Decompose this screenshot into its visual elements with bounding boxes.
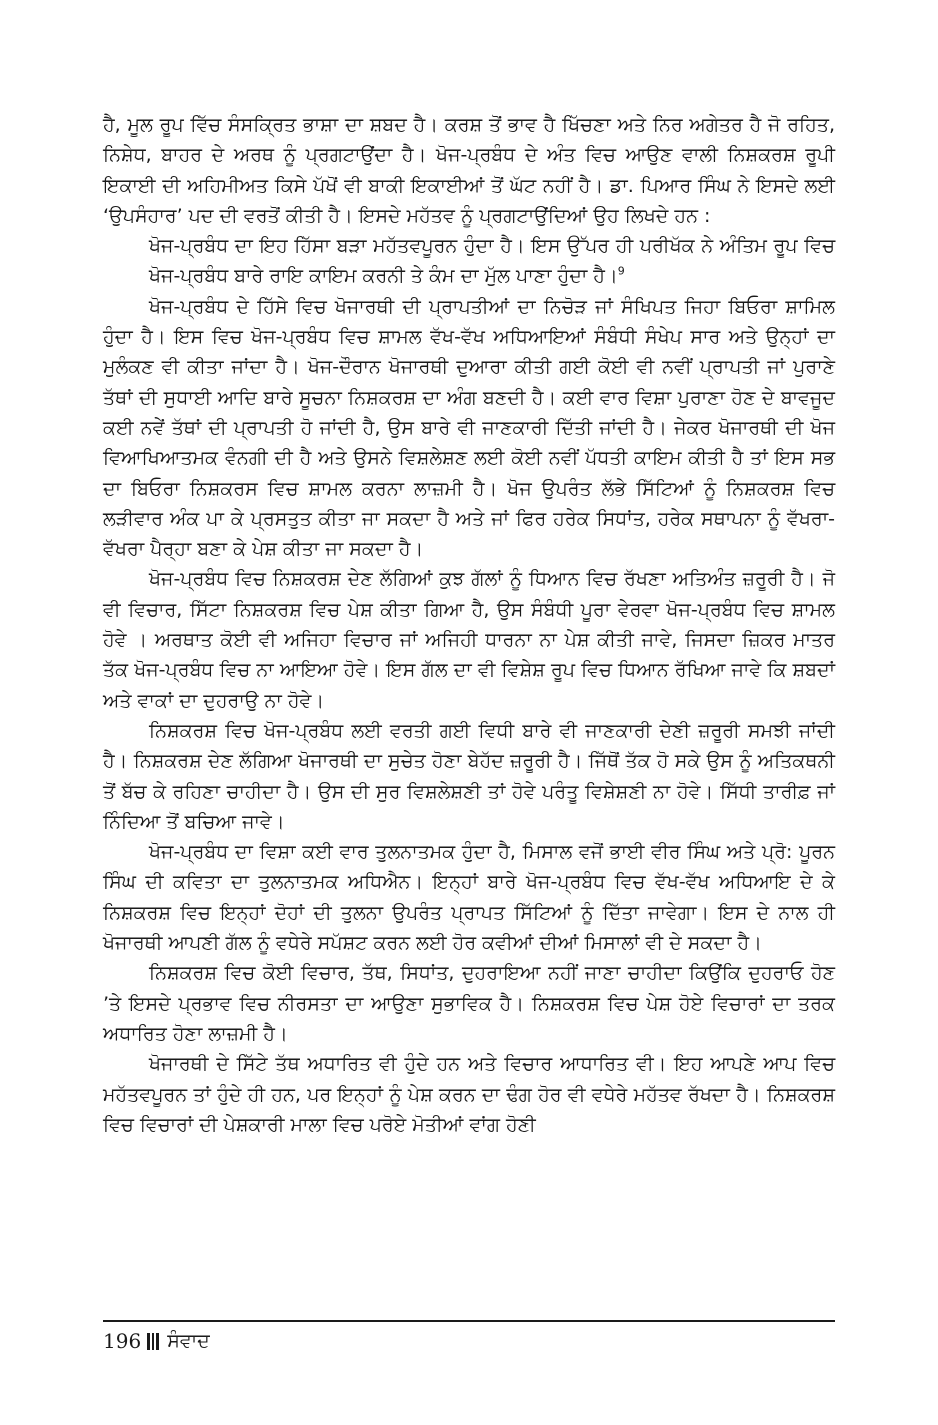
vertical-bars-icon: [147, 1332, 161, 1350]
paragraph-5: ਖੋਜ-ਪ੍ਰਬੰਧ ਦਾ ਵਿਸ਼ਾ ਕਈ ਵਾਰ ਤੁਲਨਾਤਮਕ ਹੁੰਦਾ ਹੈ, ਮਿਸਾਲ ਵਜੋਂ ਭਾਈ ਵੀਰ ਸਿੰਘ ਅਤੇ ਪ੍ਰੋ: ਪੂਰਨ ਸਿੰਘ ਦੀ ਕਵਿਤਾ ਦਾ ਤੁਲਨਾਤਮਕ ਅਧਿਐਨ। ਇਨ੍ਹਾਂ ਬਾਰੇ ਖੋਜ-ਪ੍ਰਬੰਧ ਵਿਚ ਵੱਖ-ਵੱਖ ਅਧਿਆਇ ਦੇ ਕੇ ਨਿਸ਼ਕਰਸ਼ ਵਿਚ ਇਨ੍ਹਾਂ ਦੋਹਾਂ ਦੀ ਤੁਲਨਾ ਉਪਰੰਤ ਪ੍ਰਾਪਤ ਸਿੱਟਿਆਂ ਨੂੰ ਦਿੱਤਾ ਜਾਵੇਗਾ। ਇਸ ਦੇ ਨਾਲ ਹੀ ਖੋਜਾਰਥੀ ਆਪਣੀ ਗੱਲ ਨੂੰ ਵਧੇਰੇ ਸਪੱਸ਼ਟ ਕਰਨ ਲਈ ਹੋਰ ਕਵੀਆਂ ਦੀਆਂ ਮਿਸਾਲਾਂ ਵੀ ਦੇ ਸਕਦਾ ਹੈ।: [103, 841, 835, 955]
paragraph-2: ਖੋਜ-ਪ੍ਰਬੰਧ ਦੇ ਹਿੱਸੇ ਵਿਚ ਖੋਜਾਰਥੀ ਦੀ ਪ੍ਰਾਪਤੀਆਂ ਦਾ ਨਿਚੋੜ ਜਾਂ ਸੰਖਿਪਤ ਜਿਹਾ ਬਿਓਰਾ ਸ਼ਾਮਿਲ ਹੁੰਦਾ ਹੈ। ਇਸ ਵਿਚ ਖੋਜ-ਪ੍ਰਬੰਧ ਵਿਚ ਸ਼ਾਮਲ ਵੱਖ-ਵੱਖ ਅਧਿਆਇਆਂ ਸੰਬੰਧੀ ਸੰਖੇਪ ਸਾਰ ਅਤੇ ਉਨ੍ਹਾਂ ਦਾ ਮੁਲੰਕਣ ਵੀ ਕੀਤਾ ਜਾਂਦਾ ਹੈ। ਖੋਜ-ਦੌਰਾਨ ਖੋਜਾਰਥੀ ਦੁਆਰਾ ਕੀਤੀ ਗਈ ਕੋਈ ਵੀ ਨਵੀਂ ਪ੍ਰਾਪਤੀ ਜਾਂ ਪੁਰਾਣੇ ਤੱਥਾਂ ਦੀ ਸੁਧਾਈ ਆਦਿ ਬਾਰੇ ਸੂਚਨਾ ਨਿਸ਼ਕਰਸ਼ ਦਾ ਅੰਗ ਬਣਦੀ ਹੈ। ਕਈ ਵਾਰ ਵਿਸ਼ਾ ਪੁਰਾਣਾ ਹੋਣ ਦੇ ਬਾਵਜੂਦ ਕਈ ਨਵੇਂ ਤੱਥਾਂ ਦੀ ਪ੍ਰਾਪਤੀ ਹੋ ਜਾਂਦੀ ਹੈ, ਉਸ ਬਾਰੇ ਵੀ ਜਾਣਕਾਰੀ ਦਿੱਤੀ ਜਾਂਦੀ ਹੈ। ਜੇਕਰ ਖੋਜਾਰਥੀ ਦੀ ਖੋਜ ਵਿਆਖਿਆਤਮਕ ਵੰਨਗੀ ਦੀ ਹੈ ਅਤੇ ਉਸਨੇ ਵਿਸ਼ਲੇਸ਼ਣ ਲਈ ਕੋਈ ਨਵੀਂ ਪੱਧਤੀ ਕਾਇਮ ਕੀਤੀ ਹੈ ਤਾਂ ਇਸ ਸਭ ਦਾ ਬਿਓਰਾ ਨਿਸ਼ਕਰਸ ਵਿਚ ਸ਼ਾਮਲ ਕਰਨਾ ਲਾਜ਼ਮੀ ਹੈ। ਖੋਜ ਉਪਰੰਤ ਲੱਭੇ ਸਿੱਟਿਆਂ ਨੂੰ ਨਿਸ਼ਕਰਸ਼ ਵਿਚ ਲੜੀਵਾਰ ਅੰਕ ਪਾ ਕੇ ਪ੍ਰਸਤੁਤ ਕੀਤਾ ਜਾ ਸਕਦਾ ਹੈ ਅਤੇ ਜਾਂ ਫਿਰ ਹਰੇਕ ਸਿਧਾਂਤ, ਹਰੇਕ ਸਥਾਪਨਾ ਨੂੰ ਵੱਖਰਾ-ਵੱਖਰਾ ਪੈਰ੍ਹਾ ਬਣਾ ਕੇ ਪੇਸ਼ ਕੀਤਾ ਜਾ ਸਕਦਾ ਹੈ।: [103, 295, 835, 561]
footer-rule: [103, 1320, 835, 1322]
paragraph-4: ਨਿਸ਼ਕਰਸ਼ ਵਿਚ ਖੋਜ-ਪ੍ਰਬੰਧ ਲਈ ਵਰਤੀ ਗਈ ਵਿਧੀ ਬਾਰੇ ਵੀ ਜਾਣਕਾਰੀ ਦੇਣੀ ਜ਼ਰੂਰੀ ਸਮਝੀ ਜਾਂਦੀ ਹੈ। ਨਿਸ਼ਕਰਸ਼ ਦੇਣ ਲੱਗਿਆ ਖੋਜਾਰਥੀ ਦਾ ਸੁਚੇਤ ਹੋਣਾ ਬੇਹੱਦ ਜ਼ਰੂਰੀ ਹੈ। ਜਿੱਥੋਂ ਤੱਕ ਹੋ ਸਕੇ ਉਸ ਨੂੰ ਅਤਿਕਥਨੀ ਤੋਂ ਬੱਚ ਕੇ ਰਹਿਣਾ ਚਾਹੀਦਾ ਹੈ। ਉਸ ਦੀ ਸੁਰ ਵਿਸ਼ਲੇਸ਼ਣੀ ਤਾਂ ਹੋਵੇ ਪਰੰਤੂ ਵਿਸ਼ੇਸ਼ਣੀ ਨਾ ਹੋਵੇ। ਸਿੱਧੀ ਤਾਰੀਫ਼ ਜਾਂ ਨਿੰਦਿਆ ਤੋਂ ਬਚਿਆ ਜਾਵੇ।: [103, 719, 835, 833]
paragraph-1: ਹੈ, ਮੂਲ ਰੂਪ ਵਿੱਚ ਸੰਸਕ੍ਰਿਤ ਭਾਸ਼ਾ ਦਾ ਸ਼ਬਦ ਹੈ। ਕਰਸ਼ ਤੋਂ ਭਾਵ ਹੈ ਖਿੱਚਣਾ ਅਤੇ ਨਿਰ ਅਗੇਤਰ ਹੈ ਜੋ ਰਹਿਤ, ਨਿਸ਼ੇਧ, ਬਾਹਰ ਦੇ ਅਰਥ ਨੂੰ ਪ੍ਰਗਟਾਉਂਦਾ ਹੈ। ਖੋਜ-ਪ੍ਰਬੰਧ ਦੇ ਅੰਤ ਵਿਚ ਆਉਣ ਵਾਲੀ ਨਿਸ਼ਕਰਸ਼ ਰੂਪੀ ਇਕਾਈ ਦੀ ਅਹਿਮੀਅਤ ਕਿਸੇ ਪੱਖੋਂ ਵੀ ਬਾਕੀ ਇਕਾਈਆਂ ਤੋਂ ਘੱਟ ਨਹੀਂ ਹੈ। ਡਾ. ਪਿਆਰ ਸਿੰਘ ਨੇ ਇਸਦੇ ਲਈ ‘ਉਪਸੰਹਾਰ’ ਪਦ ਦੀ ਵਰਤੋਂ ਕੀਤੀ ਹੈ। ਇਸਦੇ ਮਹੱਤਵ ਨੂੰ ਪ੍ਰਗਟਾਉਂਦਿਆਂ ਉਹ ਲਿਖਦੇ ਹਨ :: [103, 114, 835, 227]
paragraph-7: ਖੋਜਾਰਥੀ ਦੇ ਸਿੱਟੇ ਤੱਥ ਅਧਾਰਿਤ ਵੀ ਹੁੰਦੇ ਹਨ ਅਤੇ ਵਿਚਾਰ ਆਧਾਰਿਤ ਵੀ। ਇਹ ਆਪਣੇ ਆਪ ਵਿਚ ਮਹੱਤਵਪੂਰਨ ਤਾਂ ਹੁੰਦੇ ਹੀ ਹਨ, ਪਰ ਇਨ੍ਹਾਂ ਨੂੰ ਪੇਸ਼ ਕਰਨ ਦਾ ਢੰਗ ਹੋਰ ਵੀ ਵਧੇਰੇ ਮਹੱਤਵ ਰੱਖਦਾ ਹੈ। ਨਿਸ਼ਕਰਸ਼ ਵਿਚ ਵਿਚਾਰਾਂ ਦੀ ਪੇਸ਼ਕਾਰੀ ਮਾਲਾ ਵਿਚ ਪਰੋਏ ਮੋਤੀਆਂ ਵਾਂਗ ਹੋਣੀ: [103, 1053, 835, 1136]
footnote-marker: 9: [617, 265, 625, 279]
block-quote-text: ਖੋਜ-ਪ੍ਰਬੰਧ ਦਾ ਇਹ ਹਿੱਸਾ ਬੜਾ ਮਹੱਤਵਪੂਰਨ ਹੁੰਦਾ ਹੈ। ਇਸ ਉੱਪਰ ਹੀ ਪਰੀਖੱਕ ਨੇ ਅੰਤਿਮ ਰੂਪ ਵਿਚ ਖੋਜ-ਪ੍ਰਬੰਧ ਬਾਰੇ ਰਾਇ ਕਾਇਮ ਕਰਨੀ ਤੇ ਕੰਮ ਦਾ ਮੁੱਲ ਪਾਣਾ ਹੁੰਦਾ ਹੈ।: [149, 235, 835, 288]
paragraph-3: ਖੋਜ-ਪ੍ਰਬੰਧ ਵਿਚ ਨਿਸ਼ਕਰਸ਼ ਦੇਣ ਲੱਗਿਆਂ ਕੁਝ ਗੱਲਾਂ ਨੂੰ ਧਿਆਨ ਵਿਚ ਰੱਖਣਾ ਅਤਿਅੰਤ ਜ਼ਰੂਰੀ ਹੈ। ਜੋ ਵੀ ਵਿਚਾਰ, ਸਿੱਟਾ ਨਿਸ਼ਕਰਸ਼ ਵਿਚ ਪੇਸ਼ ਕੀਤਾ ਗਿਆ ਹੈ, ਉਸ ਸੰਬੰਧੀ ਪੂਰਾ ਵੇਰਵਾ ਖੋਜ-ਪ੍ਰਬੰਧ ਵਿਚ ਸ਼ਾਮਲ ਹੋਵੇ । ਅਰਥਾਤ ਕੋਈ ਵੀ ਅਜਿਹਾ ਵਿਚਾਰ ਜਾਂ ਅਜਿਹੀ ਧਾਰਨਾ ਨਾ ਪੇਸ਼ ਕੀਤੀ ਜਾਵੇ, ਜਿਸਦਾ ਜ਼ਿਕਰ ਮਾਤਰ ਤੱਕ ਖੋਜ-ਪ੍ਰਬੰਧ ਵਿਚ ਨਾ ਆਇਆ ਹੋਵੇ। ਇਸ ਗੱਲ ਦਾ ਵੀ ਵਿਸ਼ੇਸ਼ ਰੂਪ ਵਿਚ ਧਿਆਨ ਰੱਖਿਆ ਜਾਵੇ ਕਿ ਸ਼ਬਦਾਂ ਅਤੇ ਵਾਕਾਂ ਦਾ ਦੁਹਰਾਉ ਨਾ ਹੋਵੇ।: [103, 568, 835, 712]
page-body: [103, 110, 835, 1140]
page-number: 196: [103, 1329, 142, 1353]
running-title: ਸੰਵਾਦ: [167, 1330, 210, 1352]
block-quote: [103, 231, 835, 292]
page-footer: [103, 1327, 210, 1355]
paragraph-6: ਨਿਸ਼ਕਰਸ਼ ਵਿਚ ਕੋਈ ਵਿਚਾਰ, ਤੱਥ, ਸਿਧਾਂਤ, ਦੁਹਰਾਇਆ ਨਹੀਂ ਜਾਣਾ ਚਾਹੀਦਾ ਕਿਉਂਕਿ ਦੁਹਰਾਓ ਹੋਣ ’ਤੇ ਇਸਦੇ ਪ੍ਰਭਾਵ ਵਿਚ ਨੀਰਸਤਾ ਦਾ ਆਉਣਾ ਸੁਭਾਵਿਕ ਹੈ। ਨਿਸ਼ਕਰਸ਼ ਵਿਚ ਪੇਸ਼ ਹੋਏ ਵਿਚਾਰਾਂ ਦਾ ਤਰਕ ਅਧਾਰਿਤ ਹੋਣਾ ਲਾਜ਼ਮੀ ਹੈ।: [103, 962, 835, 1045]
